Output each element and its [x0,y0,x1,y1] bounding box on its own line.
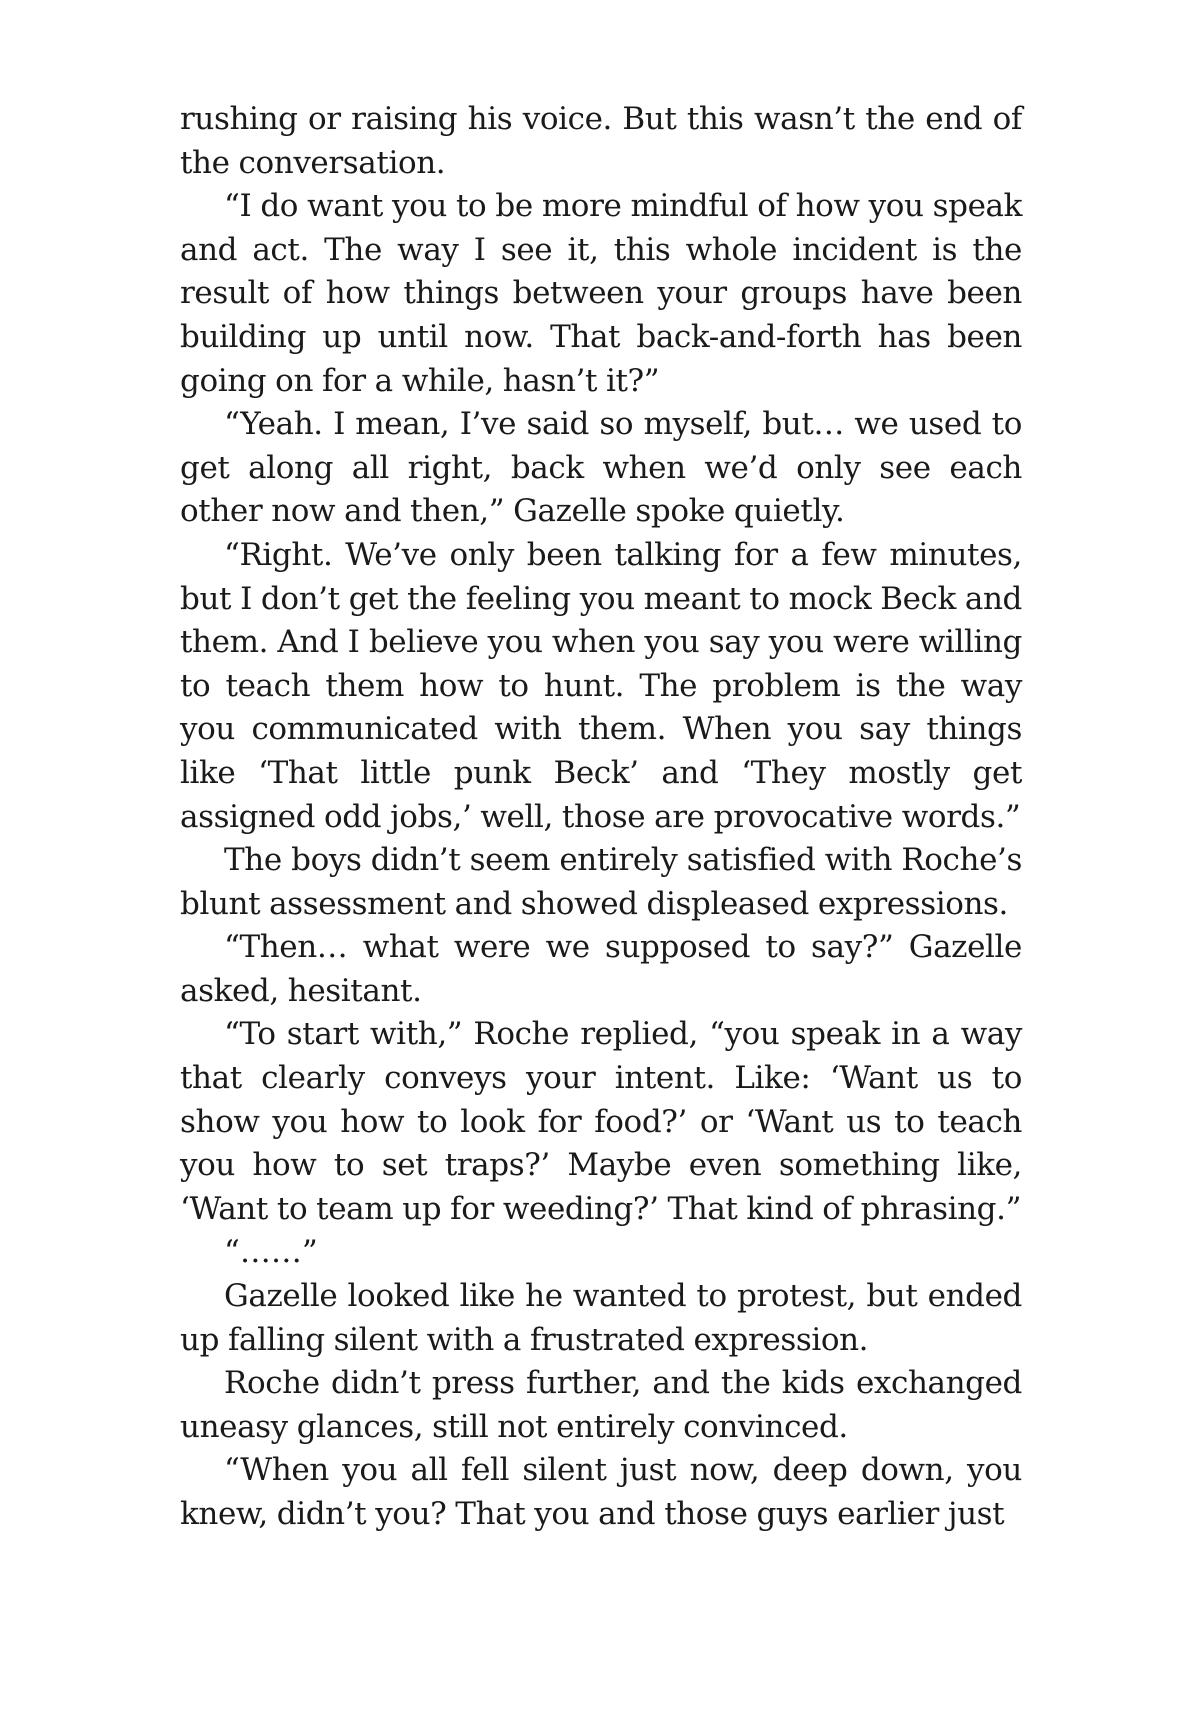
paragraph-11: “When you all fell silent just now, deep down, you knew, didn’t you? That you and those guys earlier just [180,1452,1022,1532]
paragraph-1: rushing or raising his voice. But this wasn’t the end of the conversation. [180,101,1022,181]
paragraph-10: Roche didn’t press further, and the kids exchanged uneasy glances, still not entirely convinced. [180,1365,1022,1445]
paragraph-9: Gazelle looked like he wanted to protest, but ended up falling silent with a frustrated expression. [180,1278,1022,1358]
paragraph-5: The boys didn’t seem entirely satisfied with Roche’s blunt assessment and showed displeased expressions. [180,842,1022,922]
paragraph-2: “I do want you to be more mindful of how you speak and act. The way I see it, this whole incident is the result of how things between your groups have been building up until now. That back-and-forth has been going on for a while, hasn’t it?” [180,188,1022,399]
book-page [180,98,1022,1537]
paragraph-6: “Then… what were we supposed to say?” Gazelle asked, hesitant. [180,929,1022,1009]
paragraph-3: “Yeah. I mean, I’ve said so myself, but… we used to get along all right, back when we’d only see each other now and then,” Gazelle spoke quietly. [180,406,1022,530]
paragraph-4: “Right. We’ve only been talking for a few minutes, but I don’t get the feeling you meant to mock Beck and them. And I believe you when you say you were willing to teach them how to hunt. The problem is the way you communicated with them. When you say things like ‘That little punk Beck’ and ‘They mostly get assigned odd jobs,’ well, those are provocative words.” [180,536,1022,835]
paragraph-8: “……” [224,1234,318,1271]
paragraph-7: “To start with,” Roche replied, “you speak in a way that clearly conveys your intent. Like: ‘Want us to show you how to look for food?’ or ‘Want us to teach you how to set traps?’ Maybe even something like, ‘Want to team up for weeding?’ That kind of phrasing.” [180,1016,1022,1227]
